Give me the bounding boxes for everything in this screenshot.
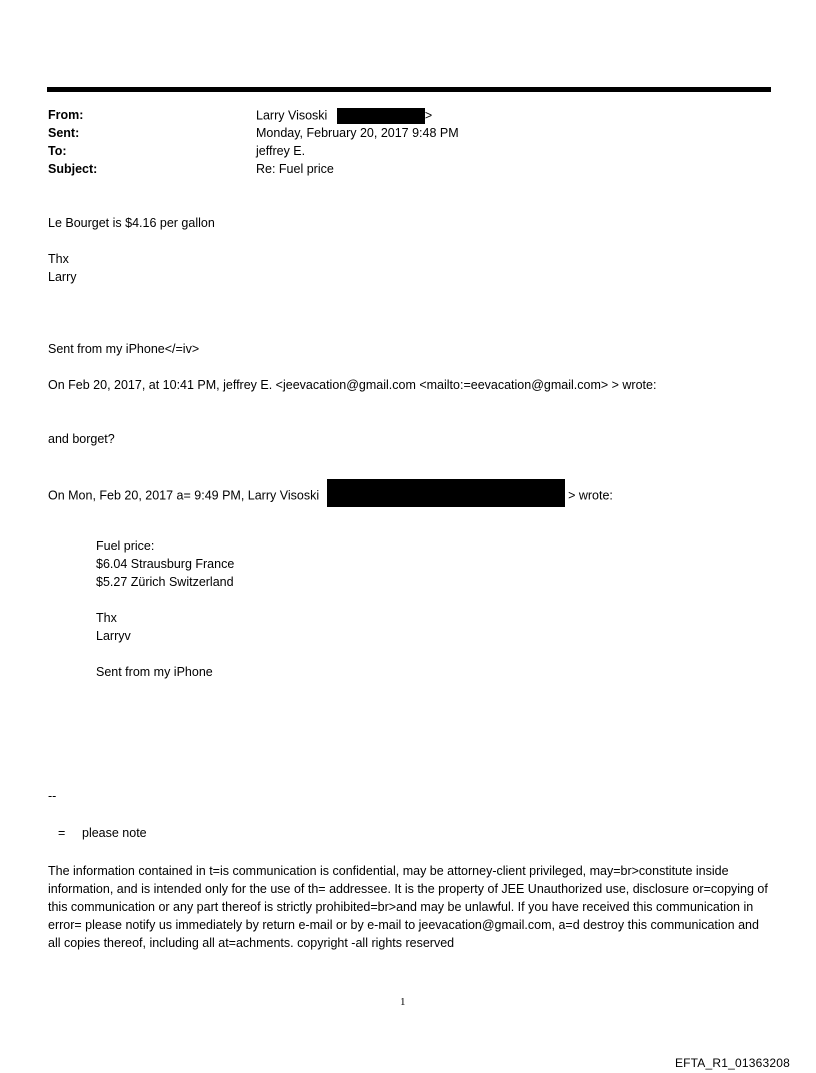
quote-header-2 xyxy=(48,485,613,507)
quote-header-2-suffix: > wrote: xyxy=(568,488,613,503)
from-name: Larry Visoski xyxy=(256,108,328,123)
redaction-box xyxy=(327,479,565,507)
quote-header-2-prefix: On Mon, Feb 20, 2017 a= 9:49 PM, Larry Visoski xyxy=(48,488,320,503)
thanks-line: Thx xyxy=(48,252,69,266)
note-label: please note xyxy=(82,826,147,840)
note-marker: = xyxy=(58,826,66,840)
signature-line: Larry xyxy=(48,270,77,284)
quoted-price-line: $5.27 Zürich Switzerland xyxy=(96,575,234,589)
disclaimer-paragraph: The information contained in t=is communication is confidential, may be attorney-client privileged, may=br>constitute inside information, and is intended only for the use of th= addressee. It is the property of JEE Unauthorized use, disclosure or=copying of this communication or any part thereof is strictly prohibited=br>and may be unlawful. If you have received this communication in error= please notify us immediately by return e-mail or by e-mail to jeevacation@gmail.com, a=d destroy this communication and all copies thereof, including all at=achments. copyright -all rights reserved xyxy=(48,864,768,950)
redaction-box xyxy=(337,108,425,124)
sent-from-line: Sent from my iPhone</=iv> xyxy=(48,342,200,356)
bates-number: EFTA_R1_01363208 xyxy=(674,1056,790,1070)
from-value xyxy=(256,108,432,124)
quoted-price-line: $6.04 Strausburg France xyxy=(96,557,235,571)
reply-line: and borget? xyxy=(48,432,115,446)
subject-label: Subject: xyxy=(48,162,98,176)
from-label: From: xyxy=(48,108,84,122)
header-rule xyxy=(47,87,771,92)
to-label: To: xyxy=(48,144,67,158)
signature-separator: -- xyxy=(48,789,57,803)
from-tail: > xyxy=(424,108,433,123)
to-value: jeffrey E. xyxy=(256,144,306,158)
subject-value: Re: Fuel price xyxy=(256,162,334,176)
page-number: 1 xyxy=(400,996,406,1008)
quoted-thanks: Thx xyxy=(96,611,117,625)
quote-header: On Feb 20, 2017, at 10:41 PM, jeffrey E. <jeevacation@gmail.com <mailto:=eevacation@gmail.com> > wrote: xyxy=(48,378,657,392)
quoted-signature: Larryv xyxy=(96,629,131,643)
quoted-title: Fuel price: xyxy=(96,539,155,553)
body-line: Le Bourget is $4.16 per gallon xyxy=(48,216,215,230)
quoted-sent-from: Sent from my iPhone xyxy=(96,665,213,679)
sent-label: Sent: xyxy=(48,126,80,140)
sent-value: Monday, February 20, 2017 9:48 PM xyxy=(256,126,459,140)
